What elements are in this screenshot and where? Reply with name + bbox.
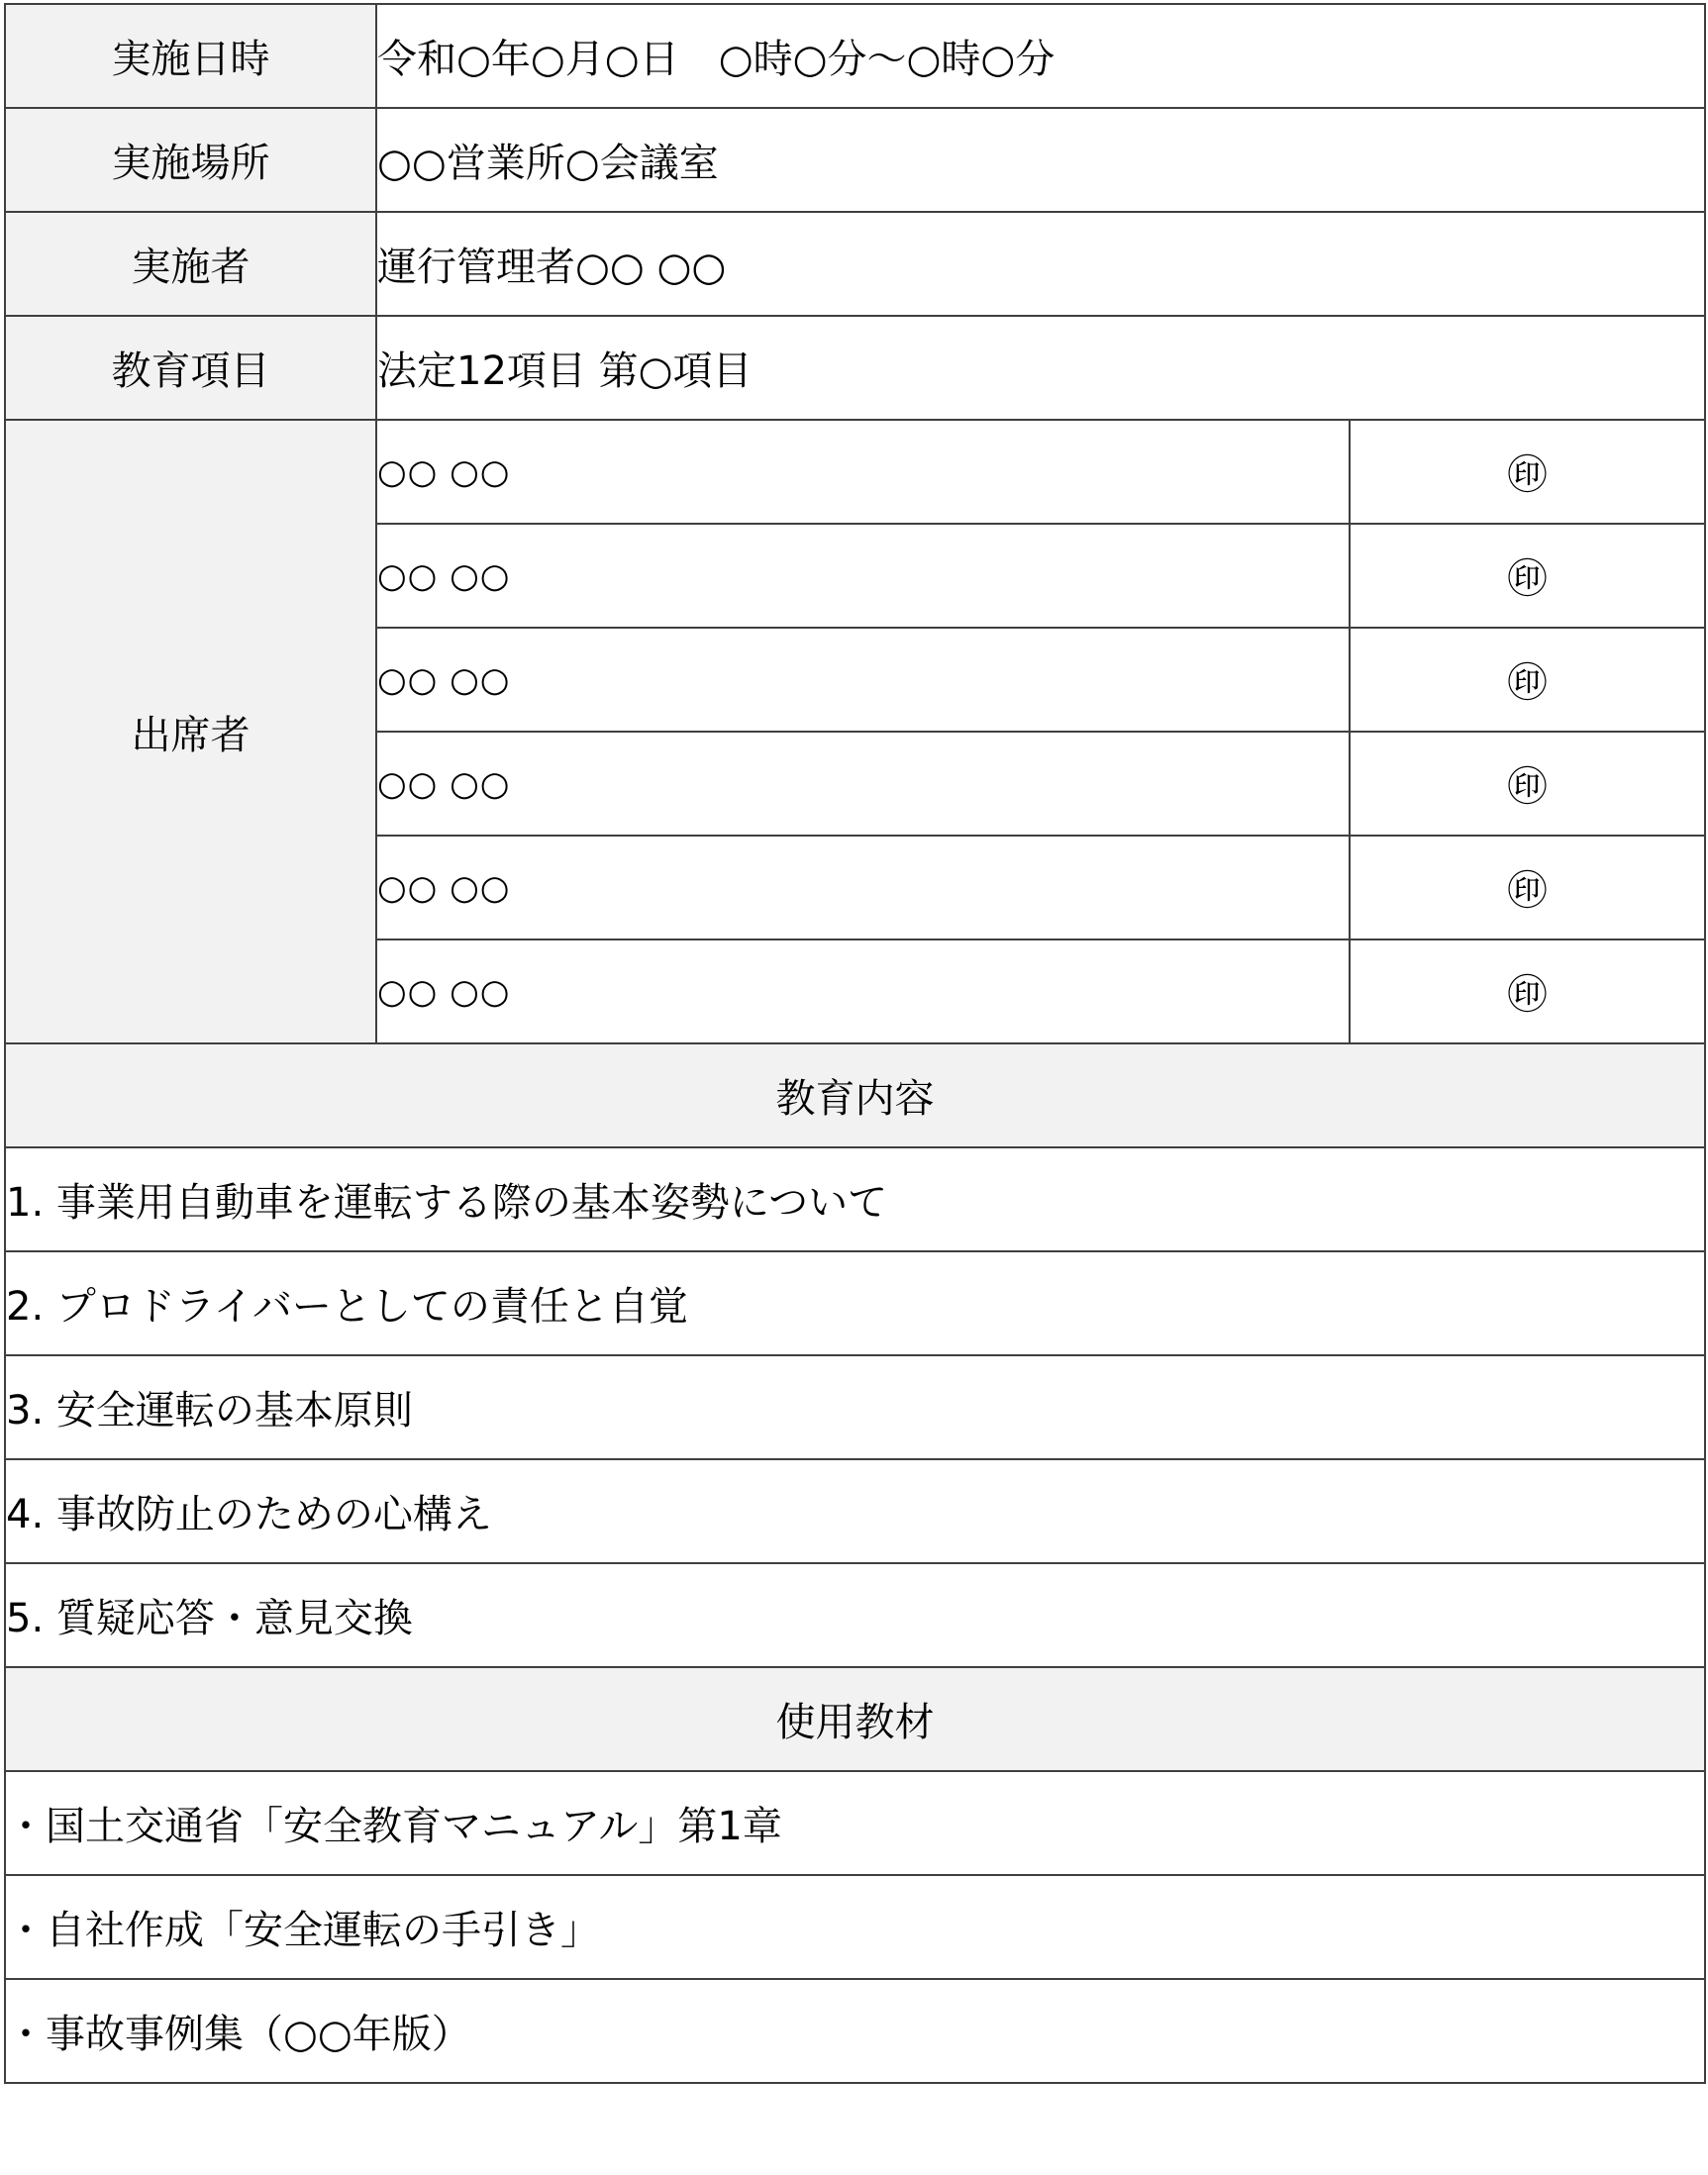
- attendee-name[interactable]: ○○ ○○: [376, 420, 1350, 524]
- training-record-table: [4, 3, 1706, 2084]
- content-row: [5, 1147, 1705, 1251]
- content-heading-row: [5, 1043, 1705, 1147]
- seal-mark: ㊞: [1350, 836, 1705, 939]
- material-item[interactable]: ・自社作成「安全運転の手引き」: [5, 1875, 1705, 1979]
- attendee-name[interactable]: ○○ ○○: [376, 836, 1350, 939]
- material-item[interactable]: ・事故事例集（○○年版）: [5, 1979, 1705, 2083]
- content-item[interactable]: 4. 事故防止のための心構え: [5, 1459, 1705, 1563]
- topic-value[interactable]: 法定12項目 第○項目: [376, 316, 1705, 420]
- place-value[interactable]: ○○営業所○会議室: [376, 108, 1705, 212]
- seal-mark: ㊞: [1350, 628, 1705, 732]
- attendee-name[interactable]: ○○ ○○: [376, 628, 1350, 732]
- content-row: [5, 1251, 1705, 1355]
- attendee-name[interactable]: ○○ ○○: [376, 939, 1350, 1043]
- content-row: [5, 1459, 1705, 1563]
- content-item[interactable]: 1. 事業用自動車を運転する際の基本姿勢について: [5, 1147, 1705, 1251]
- date-label: 実施日時: [5, 4, 376, 108]
- row-date: [5, 4, 1705, 108]
- attendee-row: [5, 420, 1705, 524]
- materials-heading: 使用教材: [5, 1667, 1705, 1771]
- instructor-value[interactable]: 運行管理者○○ ○○: [376, 212, 1705, 316]
- row-place: [5, 108, 1705, 212]
- seal-mark: ㊞: [1350, 939, 1705, 1043]
- material-row: [5, 1875, 1705, 1979]
- date-value[interactable]: 令和○年○月○日 ○時○分～○時○分: [376, 4, 1705, 108]
- row-instructor: [5, 212, 1705, 316]
- attendee-name[interactable]: ○○ ○○: [376, 524, 1350, 628]
- training-record-sheet: [4, 3, 1704, 2170]
- material-row: [5, 1771, 1705, 1875]
- instructor-label: 実施者: [5, 212, 376, 316]
- material-row: [5, 1979, 1705, 2083]
- topic-label: 教育項目: [5, 316, 376, 420]
- content-item[interactable]: 5. 質疑応答・意見交換: [5, 1563, 1705, 1667]
- seal-mark: ㊞: [1350, 524, 1705, 628]
- place-label: 実施場所: [5, 108, 376, 212]
- attendee-name[interactable]: ○○ ○○: [376, 732, 1350, 836]
- content-item[interactable]: 2. プロドライバーとしての責任と自覚: [5, 1251, 1705, 1355]
- materials-heading-row: [5, 1667, 1705, 1771]
- content-heading: 教育内容: [5, 1043, 1705, 1147]
- row-topic: [5, 316, 1705, 420]
- content-row: [5, 1355, 1705, 1459]
- material-item[interactable]: ・国土交通省「安全教育マニュアル」第1章: [5, 1771, 1705, 1875]
- seal-mark: ㊞: [1350, 732, 1705, 836]
- content-row: [5, 1563, 1705, 1667]
- attendees-label: 出席者: [5, 420, 376, 1043]
- content-item[interactable]: 3. 安全運転の基本原則: [5, 1355, 1705, 1459]
- seal-mark: ㊞: [1350, 420, 1705, 524]
